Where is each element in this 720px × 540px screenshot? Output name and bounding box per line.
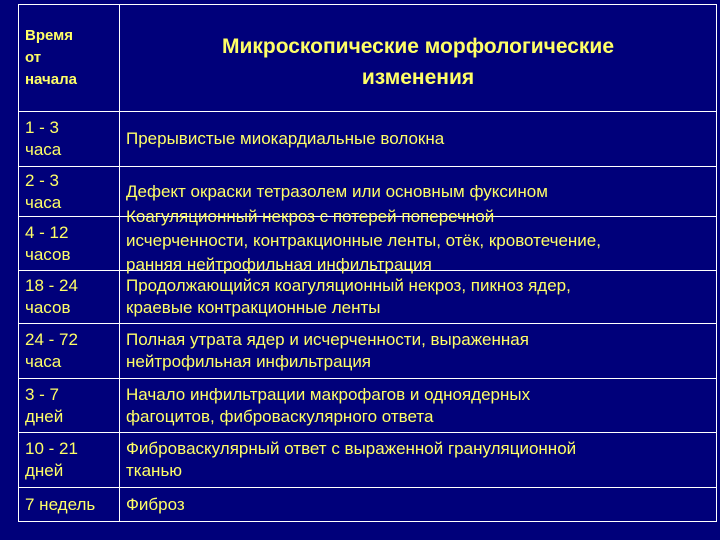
time-cell: 3 - 7 дней: [19, 379, 120, 433]
time-cell: 1 - 3 часа: [19, 112, 120, 167]
table-header-row: [19, 5, 717, 112]
change-cell: Дефект окраски тетразолем или основным фуксином: [120, 167, 717, 217]
table-row: [19, 379, 717, 433]
time-cell: 7 недель: [19, 488, 120, 522]
change-cell: Продолжающийся коагуляционный некроз, пикноз ядер, краевые контракционные ленты: [120, 271, 717, 324]
time-cell: 10 - 21 дней: [19, 433, 120, 488]
header-time: Время от начала: [19, 5, 120, 112]
change-cell: Фиброз: [120, 488, 717, 522]
change-cell: Начало инфильтрации макрофагов и одноядерных фагоцитов, фибровaскулярного ответа: [120, 379, 717, 433]
change-cell: Прерывистые миокардиальные волокна: [120, 112, 717, 167]
table-row: [19, 433, 717, 488]
time-cell: 4 - 12 часов: [19, 217, 120, 271]
change-cell: Полная утрата ядер и исчерченности, выраженная нейтрофильная инфильтрация: [120, 324, 717, 379]
change-cell: [120, 207, 717, 274]
time-cell: 24 - 72 часа: [19, 324, 120, 379]
table-row: [19, 488, 717, 522]
header-changes: Микроскопические морфологические изменения: [120, 5, 717, 112]
table-row: [19, 112, 717, 167]
time-cell: 2 - 3 часа: [19, 167, 120, 217]
change-cell-text: Коагуляционный некроз с потерей поперечной исчерченности, контракционные ленты, отёк, кровотечение, ранняя нейтрофильная инфильтрация: [126, 207, 601, 274]
table-row: [19, 324, 717, 379]
table-row: [19, 217, 717, 271]
time-cell: 18 - 24 часов: [19, 271, 120, 324]
change-cell: Фибровaскулярный ответ с выраженной грануляционной тканью: [120, 433, 717, 488]
morphology-table: [18, 4, 717, 522]
table-row: [19, 271, 717, 324]
